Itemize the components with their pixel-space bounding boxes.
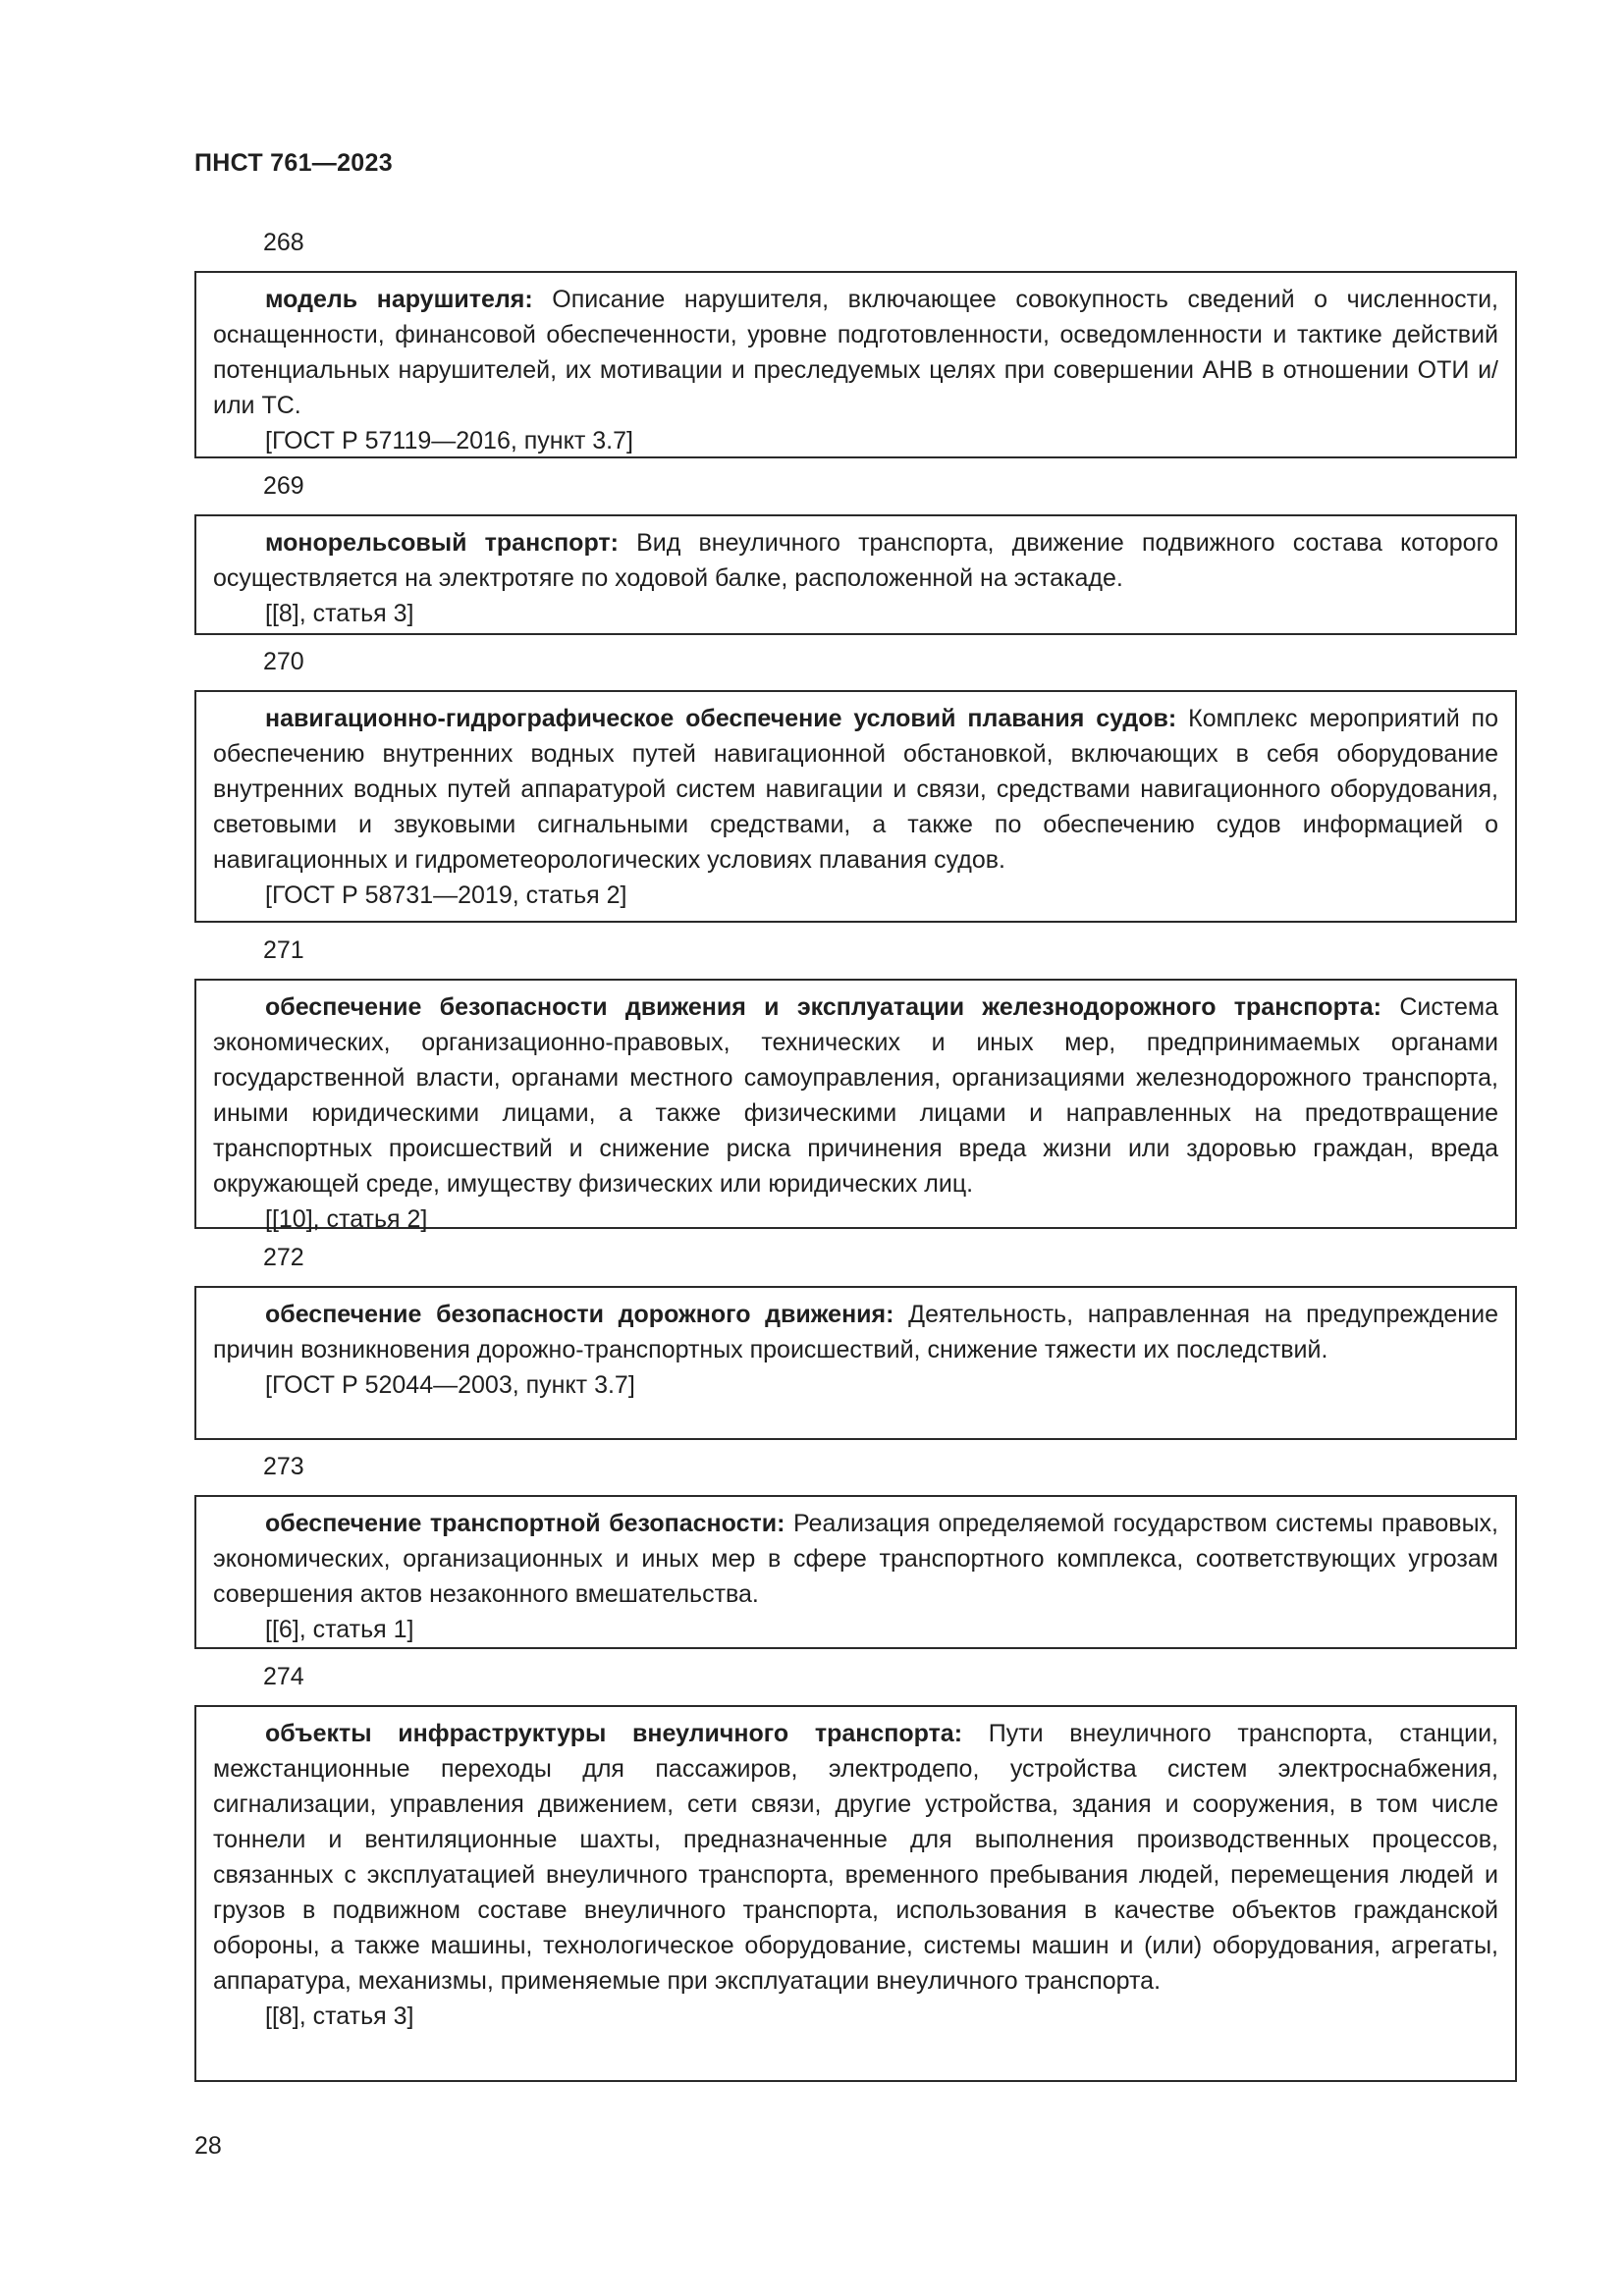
term-name: обеспечение транспортной безопасности: — [265, 1510, 785, 1537]
term-source: [ГОСТ Р 58731—2019, статья 2] — [265, 881, 627, 909]
term-entry-box — [194, 690, 1517, 923]
term-number: 272 — [263, 1244, 304, 1271]
term-name: объекты инфраструктуры внеуличного транспорта: — [265, 1720, 963, 1747]
term-entry-box — [194, 514, 1517, 635]
term-name: монорельсовый транспорт: — [265, 529, 619, 557]
term-entry-box — [194, 1495, 1517, 1649]
term-source: [ГОСТ Р 57119—2016, пункт 3.7] — [265, 427, 633, 454]
term-definition-text: Пути внеуличного транспорта, станции, межстанционные переходы для пассажиров, электродепо, устройства систем электроснабжения, сигнализации, управления движением, сети связи, другие устройства, здания и сооружения, в том числе тоннели и вентиляционные шахты, предназначенные для выполнения производственных процессов, связанных с эксплуатацией внеуличного транспорта, временного пребывания людей, перемещения людей и грузов в подвижном составе внеуличного транспорта, использования в качестве объектов гражданской обороны, а также машины, технологическое оборудование, системы машин и (или) оборудования, агрегаты, аппаратура, механизмы, применяемые при эксплуатации внеуличного транспорта. — [213, 1720, 1498, 1995]
term-definition-text: Комплекс мероприятий по обеспечению внутренних водных путей навигационной обстановкой, включающих в себя оборудование внутренних водных путей аппаратурой систем навигации и связи, средствами навигационного оборудования, световыми и звуковыми сигнальными средствами, а также по обеспечению судов информацией о навигационных и гидрометеорологических условиях плавания судов. — [213, 705, 1499, 874]
term-entry-box — [194, 979, 1517, 1233]
term-source: [[6], статья 1] — [265, 1616, 414, 1643]
term-name: навигационно-гидрографическое обеспечение условий плавания судов: — [265, 705, 1177, 732]
term-number: 271 — [263, 936, 304, 964]
term-name: обеспечение безопасности дорожного движения: — [265, 1301, 894, 1328]
document-header-id: ПНСТ 761—2023 — [194, 149, 393, 177]
term-name: модель нарушителя: — [265, 286, 533, 313]
term-source: [ГОСТ Р 52044—2003, пункт 3.7] — [265, 1371, 635, 1399]
term-definition-text: Деятельность, направленная на предупреждение причин возникновения дорожно-транспортных происшествий, снижение тяжести их последствий. — [213, 1301, 1498, 1363]
term-definition — [213, 282, 1498, 423]
term-definition-text: Описание нарушителя, включающее совокупность сведений о численности, оснащенности, финансовой обеспеченности, уровне подготовленности, осведомленности и тактике действий потенциальных нарушителей, их мотивации и преследуемых целях при совершении АНВ в отношении ОТИ и/или ТС. — [213, 286, 1498, 419]
term-number: 273 — [263, 1453, 304, 1480]
term-definition-text: Реализация определяемой государством системы правовых, экономических, организационных и иных мер в сфере транспортного комплекса, соответствующих угрозам совершения актов незаконного вмешательства. — [213, 1510, 1498, 1608]
term-source: [[10], статья 2] — [265, 1205, 428, 1233]
term-definition — [213, 701, 1498, 878]
term-definition-text: Система экономических, организационно-правовых, технических и иных мер, предпринимаемых органами государственной власти, органами местного самоуправления, организациями железнодорожного транспорта, иными юридическими лицами, а также физическими лицами и направленных на предотвращение транспортных происшествий и снижение риска причинения вреда жизни или здоровью граждан, вреда окружающей среде, имуществу физических или юридических лиц. — [213, 993, 1498, 1198]
page-number: 28 — [194, 2132, 222, 2160]
term-source: [[8], статья 3] — [265, 2002, 414, 2030]
term-definition — [213, 1506, 1498, 1612]
term-definition-text: Вид внеуличного транспорта, движение подвижного состава которого осуществляется на электротяге по ходовой балке, расположенной на эстакаде. — [213, 529, 1498, 592]
term-number: 270 — [263, 648, 304, 675]
term-entry-box — [194, 1286, 1517, 1440]
term-definition — [213, 525, 1498, 596]
term-entry-box — [194, 1705, 1517, 2082]
term-number: 268 — [263, 229, 304, 256]
term-number: 269 — [263, 472, 304, 500]
term-definition — [213, 1716, 1498, 1999]
term-entry-box — [194, 271, 1517, 458]
term-name: обеспечение безопасности движения и эксплуатации железнодорожного транспорта: — [265, 993, 1381, 1021]
term-source: [[8], статья 3] — [265, 600, 414, 627]
term-definition — [213, 1297, 1498, 1367]
term-number: 274 — [263, 1663, 304, 1690]
term-definition — [213, 989, 1498, 1201]
